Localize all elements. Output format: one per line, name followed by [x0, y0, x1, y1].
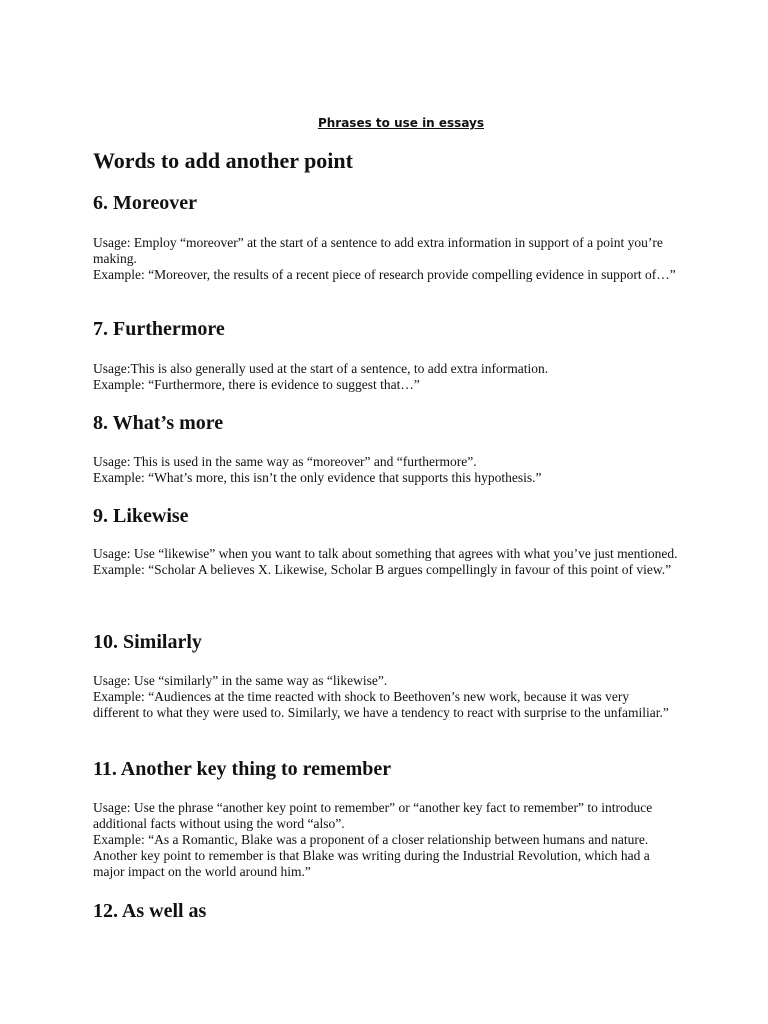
example-text: Example: “Furthermore, there is evidence to suggest that…”: [93, 377, 420, 392]
document-title: Phrases to use in essays: [317, 116, 485, 130]
example-text: Example: “What’s more, this isn’t the only evidence that supports this hypothesis.”: [93, 470, 542, 485]
entry-body-whats-more: [93, 454, 678, 486]
entry-title-as-well-as: 12. As well as: [93, 900, 207, 922]
example-text: Example: “Scholar A believes X. Likewise, Scholar B argues compellingly in favour of this point of view.”: [93, 562, 672, 577]
section-heading: Words to add another point: [93, 148, 353, 173]
entry-title-similarly: 10. Similarly: [93, 631, 202, 653]
entry-body-similarly: [93, 673, 678, 721]
entry-body-another-key-thing: [93, 800, 678, 880]
example-text: Example: “Audiences at the time reacted with shock to Beethoven’s new work, because it was very different to what they were used to. Similarly, we have a tendency to react with surprise to the unfamiliar.”: [93, 689, 669, 720]
usage-text: Usage: Use “similarly” in the same way as “likewise”.: [93, 673, 388, 688]
usage-text: Usage: This is used in the same way as “moreover” and “furthermore”.: [93, 454, 477, 469]
entry-body-moreover: [93, 235, 678, 283]
entry-title-likewise: 9. Likewise: [93, 505, 189, 527]
entry-body-furthermore: [93, 361, 678, 393]
example-text: Example: “As a Romantic, Blake was a proponent of a closer relationship between humans and nature. Another key point to remember is that Blake was writing during the Industrial Revolution, which had a major impact on the world around him.”: [93, 832, 650, 879]
entry-title-another-key-thing: 11. Another key thing to remember: [93, 758, 392, 780]
usage-text: Usage: Use the phrase “another key point to remember” or “another key fact to remember” to introduce additional facts without using the word “also”.: [93, 800, 653, 831]
usage-text: Usage:This is also generally used at the start of a sentence, to add extra information.: [93, 361, 549, 376]
entry-title-whats-more: 8. What’s more: [93, 412, 224, 434]
entry-body-likewise: [93, 546, 678, 578]
entry-title-furthermore: 7. Furthermore: [93, 318, 225, 340]
usage-text: Usage: Employ “moreover” at the start of a sentence to add extra information in support of a point you’re making.: [93, 235, 663, 266]
usage-text: Usage: Use “likewise” when you want to talk about something that agrees with what you’ve just mentioned.: [93, 546, 678, 561]
example-text: Example: “Moreover, the results of a recent piece of research provide compelling evidence in support of…”: [93, 267, 676, 282]
entry-title-moreover: 6. Moreover: [93, 192, 198, 214]
